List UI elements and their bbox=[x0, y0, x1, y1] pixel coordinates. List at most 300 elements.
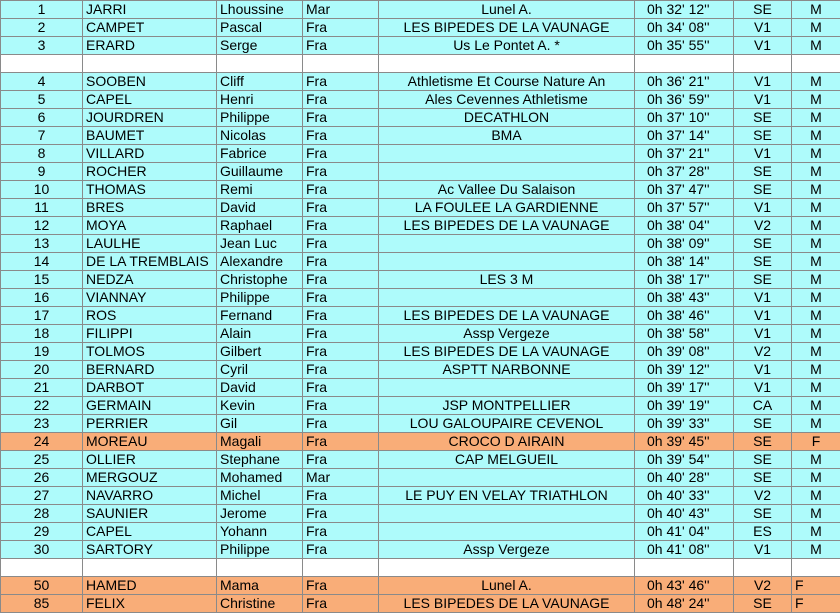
first-name-cell: Yohann bbox=[217, 523, 303, 541]
table-row bbox=[1, 379, 840, 397]
club-cell: LES 3 M bbox=[379, 271, 635, 289]
rank-cell: 10 bbox=[1, 181, 83, 199]
category-cell: SE bbox=[734, 253, 792, 271]
first-name-cell: Stephane bbox=[217, 451, 303, 469]
rank-cell: 22 bbox=[1, 397, 83, 415]
first-name-cell: Christine bbox=[217, 595, 303, 613]
category-cell: SE bbox=[734, 505, 792, 523]
first-name-cell: Cyril bbox=[217, 361, 303, 379]
category-cell: SE bbox=[734, 109, 792, 127]
sex-cell: M bbox=[792, 163, 840, 181]
nationality-cell: Fra bbox=[303, 253, 379, 271]
rank-cell: 4 bbox=[1, 73, 83, 91]
rank-cell: 5 bbox=[1, 91, 83, 109]
time-cell: 0h 38' 46'' bbox=[635, 307, 734, 325]
category-cell: SE bbox=[734, 595, 792, 613]
sex-cell: M bbox=[792, 91, 840, 109]
table-row bbox=[1, 343, 840, 361]
first-name-cell: Remi bbox=[217, 181, 303, 199]
time-cell: 0h 37' 57'' bbox=[635, 199, 734, 217]
empty-cell bbox=[379, 55, 635, 73]
first-name-cell: Cliff bbox=[217, 73, 303, 91]
table-row bbox=[1, 163, 840, 181]
category-cell: SE bbox=[734, 127, 792, 145]
sex-cell: M bbox=[792, 487, 840, 505]
first-name-cell: Magali bbox=[217, 433, 303, 451]
rank-cell: 30 bbox=[1, 541, 83, 559]
nationality-cell: Fra bbox=[303, 181, 379, 199]
nationality-cell: Fra bbox=[303, 163, 379, 181]
nationality-cell: Fra bbox=[303, 325, 379, 343]
time-cell: 0h 38' 04'' bbox=[635, 217, 734, 235]
first-name-cell: Philippe bbox=[217, 109, 303, 127]
first-name-cell: Serge bbox=[217, 37, 303, 55]
sex-cell: M bbox=[792, 145, 840, 163]
first-name-cell: Nicolas bbox=[217, 127, 303, 145]
nationality-cell: Mar bbox=[303, 469, 379, 487]
category-cell: V1 bbox=[734, 541, 792, 559]
sex-cell: M bbox=[792, 73, 840, 91]
category-cell: SE bbox=[734, 1, 792, 19]
last-name-cell: MOREAU bbox=[83, 433, 217, 451]
time-cell: 0h 39' 19'' bbox=[635, 397, 734, 415]
last-name-cell: BAUMET bbox=[83, 127, 217, 145]
last-name-cell: NEDZA bbox=[83, 271, 217, 289]
last-name-cell: THOMAS bbox=[83, 181, 217, 199]
rank-cell: 11 bbox=[1, 199, 83, 217]
sex-cell: M bbox=[792, 217, 840, 235]
category-cell: V1 bbox=[734, 379, 792, 397]
table-row bbox=[1, 469, 840, 487]
spacer-row bbox=[1, 55, 840, 73]
first-name-cell: David bbox=[217, 379, 303, 397]
first-name-cell: Gilbert bbox=[217, 343, 303, 361]
sex-cell: M bbox=[792, 325, 840, 343]
sex-cell: M bbox=[792, 19, 840, 37]
sex-cell: M bbox=[792, 199, 840, 217]
nationality-cell: Fra bbox=[303, 523, 379, 541]
club-cell: Lunel A. bbox=[379, 1, 635, 19]
category-cell: V2 bbox=[734, 343, 792, 361]
club-cell: LES BIPEDES DE LA VAUNAGE bbox=[379, 19, 635, 37]
club-cell: Us Le Pontet A. * bbox=[379, 37, 635, 55]
first-name-cell: Kevin bbox=[217, 397, 303, 415]
nationality-cell: Fra bbox=[303, 91, 379, 109]
sex-cell: M bbox=[792, 361, 840, 379]
nationality-cell: Fra bbox=[303, 577, 379, 595]
nationality-cell: Fra bbox=[303, 595, 379, 613]
nationality-cell: Fra bbox=[303, 541, 379, 559]
time-cell: 0h 32' 12'' bbox=[635, 1, 734, 19]
empty-cell bbox=[734, 559, 792, 577]
sex-cell: M bbox=[792, 541, 840, 559]
nationality-cell: Fra bbox=[303, 199, 379, 217]
club-cell: LES BIPEDES DE LA VAUNAGE bbox=[379, 343, 635, 361]
nationality-cell: Fra bbox=[303, 37, 379, 55]
last-name-cell: BRES bbox=[83, 199, 217, 217]
category-cell: V1 bbox=[734, 307, 792, 325]
sex-cell: M bbox=[792, 469, 840, 487]
club-cell: Ales Cevennes Athletisme bbox=[379, 91, 635, 109]
club-cell: LOU GALOUPAIRE CEVENOL bbox=[379, 415, 635, 433]
club-cell: JSP MONTPELLIER bbox=[379, 397, 635, 415]
table-row bbox=[1, 289, 840, 307]
table-row bbox=[1, 91, 840, 109]
last-name-cell: SAUNIER bbox=[83, 505, 217, 523]
time-cell: 0h 39' 33'' bbox=[635, 415, 734, 433]
nationality-cell: Fra bbox=[303, 361, 379, 379]
last-name-cell: SOOBEN bbox=[83, 73, 217, 91]
last-name-cell: BERNARD bbox=[83, 361, 217, 379]
time-cell: 0h 34' 08'' bbox=[635, 19, 734, 37]
nationality-cell: Fra bbox=[303, 343, 379, 361]
last-name-cell: CAMPET bbox=[83, 19, 217, 37]
last-name-cell: FILIPPI bbox=[83, 325, 217, 343]
first-name-cell: Jerome bbox=[217, 505, 303, 523]
rank-cell: 25 bbox=[1, 451, 83, 469]
club-cell bbox=[379, 163, 635, 181]
category-cell: V1 bbox=[734, 361, 792, 379]
table-row bbox=[1, 505, 840, 523]
first-name-cell: David bbox=[217, 199, 303, 217]
first-name-cell: Philippe bbox=[217, 289, 303, 307]
category-cell: V1 bbox=[734, 91, 792, 109]
first-name-cell: Christophe bbox=[217, 271, 303, 289]
rank-cell: 23 bbox=[1, 415, 83, 433]
club-cell: LE PUY EN VELAY TRIATHLON bbox=[379, 487, 635, 505]
time-cell: 0h 38' 14'' bbox=[635, 253, 734, 271]
category-cell: SE bbox=[734, 433, 792, 451]
nationality-cell: Fra bbox=[303, 235, 379, 253]
time-cell: 0h 38' 09'' bbox=[635, 235, 734, 253]
nationality-cell: Fra bbox=[303, 19, 379, 37]
category-cell: SE bbox=[734, 163, 792, 181]
empty-cell bbox=[379, 559, 635, 577]
time-cell: 0h 35' 55'' bbox=[635, 37, 734, 55]
highlighted-table-row bbox=[1, 595, 840, 613]
first-name-cell: Pascal bbox=[217, 19, 303, 37]
last-name-cell: PERRIER bbox=[83, 415, 217, 433]
sex-cell: M bbox=[792, 343, 840, 361]
time-cell: 0h 41' 08'' bbox=[635, 541, 734, 559]
club-cell: CROCO D AIRAIN bbox=[379, 433, 635, 451]
first-name-cell: Jean Luc bbox=[217, 235, 303, 253]
table-row bbox=[1, 415, 840, 433]
category-cell: SE bbox=[734, 469, 792, 487]
last-name-cell: VILLARD bbox=[83, 145, 217, 163]
sex-cell: F bbox=[792, 577, 840, 595]
last-name-cell: FELIX bbox=[83, 595, 217, 613]
club-cell bbox=[379, 505, 635, 523]
category-cell: V1 bbox=[734, 37, 792, 55]
club-cell: Assp Vergeze bbox=[379, 541, 635, 559]
category-cell: V1 bbox=[734, 73, 792, 91]
rank-cell: 85 bbox=[1, 595, 83, 613]
club-cell: BMA bbox=[379, 127, 635, 145]
club-cell: LES BIPEDES DE LA VAUNAGE bbox=[379, 595, 635, 613]
sex-cell: M bbox=[792, 415, 840, 433]
club-cell: Ac Vallee Du Salaison bbox=[379, 181, 635, 199]
sex-cell: F bbox=[792, 433, 840, 451]
nationality-cell: Fra bbox=[303, 73, 379, 91]
club-cell bbox=[379, 145, 635, 163]
table-row bbox=[1, 73, 840, 91]
rank-cell: 2 bbox=[1, 19, 83, 37]
nationality-cell: Fra bbox=[303, 289, 379, 307]
club-cell bbox=[379, 253, 635, 271]
first-name-cell: Fernand bbox=[217, 307, 303, 325]
empty-cell bbox=[792, 55, 840, 73]
empty-cell bbox=[303, 55, 379, 73]
last-name-cell: TOLMOS bbox=[83, 343, 217, 361]
table-row bbox=[1, 361, 840, 379]
spacer-row bbox=[1, 559, 840, 577]
rank-cell: 17 bbox=[1, 307, 83, 325]
table-row bbox=[1, 217, 840, 235]
rank-cell: 15 bbox=[1, 271, 83, 289]
club-cell bbox=[379, 235, 635, 253]
rank-cell: 21 bbox=[1, 379, 83, 397]
category-cell: V1 bbox=[734, 325, 792, 343]
time-cell: 0h 38' 17'' bbox=[635, 271, 734, 289]
time-cell: 0h 39' 54'' bbox=[635, 451, 734, 469]
nationality-cell: Fra bbox=[303, 397, 379, 415]
time-cell: 0h 38' 58'' bbox=[635, 325, 734, 343]
sex-cell: F bbox=[792, 595, 840, 613]
category-cell: SE bbox=[734, 415, 792, 433]
empty-cell bbox=[217, 559, 303, 577]
category-cell: CA bbox=[734, 397, 792, 415]
sex-cell: M bbox=[792, 397, 840, 415]
table-row bbox=[1, 397, 840, 415]
club-cell: LES BIPEDES DE LA VAUNAGE bbox=[379, 217, 635, 235]
time-cell: 0h 40' 28'' bbox=[635, 469, 734, 487]
table-row bbox=[1, 181, 840, 199]
nationality-cell: Fra bbox=[303, 109, 379, 127]
category-cell: V2 bbox=[734, 487, 792, 505]
table-row bbox=[1, 19, 840, 37]
last-name-cell: MOYA bbox=[83, 217, 217, 235]
rank-cell: 18 bbox=[1, 325, 83, 343]
time-cell: 0h 39' 17'' bbox=[635, 379, 734, 397]
club-cell bbox=[379, 289, 635, 307]
club-cell bbox=[379, 469, 635, 487]
rank-cell: 29 bbox=[1, 523, 83, 541]
sex-cell: M bbox=[792, 181, 840, 199]
empty-cell bbox=[83, 55, 217, 73]
empty-cell bbox=[635, 55, 734, 73]
category-cell: V2 bbox=[734, 217, 792, 235]
sex-cell: M bbox=[792, 127, 840, 145]
last-name-cell: DARBOT bbox=[83, 379, 217, 397]
last-name-cell: NAVARRO bbox=[83, 487, 217, 505]
nationality-cell: Fra bbox=[303, 505, 379, 523]
sex-cell: M bbox=[792, 523, 840, 541]
empty-cell bbox=[83, 559, 217, 577]
table-row bbox=[1, 487, 840, 505]
last-name-cell: LAULHE bbox=[83, 235, 217, 253]
first-name-cell: Mama bbox=[217, 577, 303, 595]
table-row bbox=[1, 307, 840, 325]
rank-cell: 20 bbox=[1, 361, 83, 379]
rank-cell: 1 bbox=[1, 1, 83, 19]
last-name-cell: VIANNAY bbox=[83, 289, 217, 307]
sex-cell: M bbox=[792, 253, 840, 271]
rank-cell: 16 bbox=[1, 289, 83, 307]
last-name-cell: JOURDREN bbox=[83, 109, 217, 127]
time-cell: 0h 36' 59'' bbox=[635, 91, 734, 109]
nationality-cell: Mar bbox=[303, 1, 379, 19]
nationality-cell: Fra bbox=[303, 145, 379, 163]
last-name-cell: CAPEL bbox=[83, 91, 217, 109]
club-cell: LA FOULEE LA GARDIENNE bbox=[379, 199, 635, 217]
empty-cell bbox=[303, 559, 379, 577]
highlighted-table-row bbox=[1, 577, 840, 595]
nationality-cell: Fra bbox=[303, 487, 379, 505]
nationality-cell: Fra bbox=[303, 217, 379, 235]
first-name-cell: Guillaume bbox=[217, 163, 303, 181]
time-cell: 0h 37' 10'' bbox=[635, 109, 734, 127]
category-cell: SE bbox=[734, 235, 792, 253]
nationality-cell: Fra bbox=[303, 451, 379, 469]
rank-cell: 50 bbox=[1, 577, 83, 595]
table-row bbox=[1, 325, 840, 343]
last-name-cell: ERARD bbox=[83, 37, 217, 55]
empty-cell bbox=[635, 559, 734, 577]
rank-cell: 6 bbox=[1, 109, 83, 127]
time-cell: 0h 37' 47'' bbox=[635, 181, 734, 199]
last-name-cell: SARTORY bbox=[83, 541, 217, 559]
results-body bbox=[1, 1, 840, 613]
time-cell: 0h 41' 04'' bbox=[635, 523, 734, 541]
club-cell bbox=[379, 523, 635, 541]
last-name-cell: ROS bbox=[83, 307, 217, 325]
category-cell: V2 bbox=[734, 577, 792, 595]
sex-cell: M bbox=[792, 451, 840, 469]
sex-cell: M bbox=[792, 289, 840, 307]
table-row bbox=[1, 253, 840, 271]
sex-cell: M bbox=[792, 235, 840, 253]
time-cell: 0h 39' 12'' bbox=[635, 361, 734, 379]
sex-cell: M bbox=[792, 307, 840, 325]
rank-cell: 8 bbox=[1, 145, 83, 163]
time-cell: 0h 40' 43'' bbox=[635, 505, 734, 523]
highlighted-table-row bbox=[1, 433, 840, 451]
club-cell bbox=[379, 379, 635, 397]
table-row bbox=[1, 235, 840, 253]
time-cell: 0h 40' 33'' bbox=[635, 487, 734, 505]
rank-cell: 7 bbox=[1, 127, 83, 145]
category-cell: V1 bbox=[734, 199, 792, 217]
table-row bbox=[1, 541, 840, 559]
category-cell: SE bbox=[734, 271, 792, 289]
category-cell: SE bbox=[734, 181, 792, 199]
club-cell: LES BIPEDES DE LA VAUNAGE bbox=[379, 307, 635, 325]
table-row bbox=[1, 451, 840, 469]
first-name-cell: Alexandre bbox=[217, 253, 303, 271]
club-cell: Athletisme Et Course Nature An bbox=[379, 73, 635, 91]
last-name-cell: ROCHER bbox=[83, 163, 217, 181]
nationality-cell: Fra bbox=[303, 415, 379, 433]
first-name-cell: Mohamed bbox=[217, 469, 303, 487]
last-name-cell: MERGOUZ bbox=[83, 469, 217, 487]
empty-cell bbox=[217, 55, 303, 73]
club-cell: DECATHLON bbox=[379, 109, 635, 127]
rank-cell: 28 bbox=[1, 505, 83, 523]
table-row bbox=[1, 127, 840, 145]
empty-cell bbox=[734, 55, 792, 73]
rank-cell: 12 bbox=[1, 217, 83, 235]
club-cell: CAP MELGUEIL bbox=[379, 451, 635, 469]
first-name-cell: Henri bbox=[217, 91, 303, 109]
table-row bbox=[1, 523, 840, 541]
nationality-cell: Fra bbox=[303, 271, 379, 289]
sex-cell: M bbox=[792, 505, 840, 523]
empty-cell bbox=[792, 559, 840, 577]
time-cell: 0h 38' 43'' bbox=[635, 289, 734, 307]
nationality-cell: Fra bbox=[303, 307, 379, 325]
sex-cell: M bbox=[792, 37, 840, 55]
club-cell: Assp Vergeze bbox=[379, 325, 635, 343]
table-row bbox=[1, 109, 840, 127]
category-cell: SE bbox=[734, 451, 792, 469]
table-row bbox=[1, 271, 840, 289]
rank-cell: 13 bbox=[1, 235, 83, 253]
sex-cell: M bbox=[792, 379, 840, 397]
table-row bbox=[1, 37, 840, 55]
first-name-cell: Lhoussine bbox=[217, 1, 303, 19]
table-row bbox=[1, 1, 840, 19]
rank-cell: 14 bbox=[1, 253, 83, 271]
first-name-cell: Alain bbox=[217, 325, 303, 343]
sex-cell: M bbox=[792, 271, 840, 289]
time-cell: 0h 39' 08'' bbox=[635, 343, 734, 361]
first-name-cell: Philippe bbox=[217, 541, 303, 559]
empty-cell bbox=[1, 559, 83, 577]
time-cell: 0h 37' 28'' bbox=[635, 163, 734, 181]
time-cell: 0h 37' 14'' bbox=[635, 127, 734, 145]
club-cell: ASPTT NARBONNE bbox=[379, 361, 635, 379]
sex-cell: M bbox=[792, 1, 840, 19]
rank-cell: 19 bbox=[1, 343, 83, 361]
sex-cell: M bbox=[792, 109, 840, 127]
category-cell: V1 bbox=[734, 145, 792, 163]
club-cell: Lunel A. bbox=[379, 577, 635, 595]
empty-cell bbox=[1, 55, 83, 73]
last-name-cell: DE LA TREMBLAIS bbox=[83, 253, 217, 271]
last-name-cell: HAMED bbox=[83, 577, 217, 595]
rank-cell: 3 bbox=[1, 37, 83, 55]
time-cell: 0h 39' 45'' bbox=[635, 433, 734, 451]
last-name-cell: OLLIER bbox=[83, 451, 217, 469]
nationality-cell: Fra bbox=[303, 379, 379, 397]
rank-cell: 27 bbox=[1, 487, 83, 505]
category-cell: V1 bbox=[734, 289, 792, 307]
rank-cell: 9 bbox=[1, 163, 83, 181]
first-name-cell: Michel bbox=[217, 487, 303, 505]
nationality-cell: Fra bbox=[303, 433, 379, 451]
first-name-cell: Gil bbox=[217, 415, 303, 433]
time-cell: 0h 43' 46'' bbox=[635, 577, 734, 595]
category-cell: V1 bbox=[734, 19, 792, 37]
time-cell: 0h 37' 21'' bbox=[635, 145, 734, 163]
last-name-cell: CAPEL bbox=[83, 523, 217, 541]
table-row bbox=[1, 145, 840, 163]
time-cell: 0h 48' 24'' bbox=[635, 595, 734, 613]
last-name-cell: JARRI bbox=[83, 1, 217, 19]
rank-cell: 24 bbox=[1, 433, 83, 451]
category-cell: ES bbox=[734, 523, 792, 541]
